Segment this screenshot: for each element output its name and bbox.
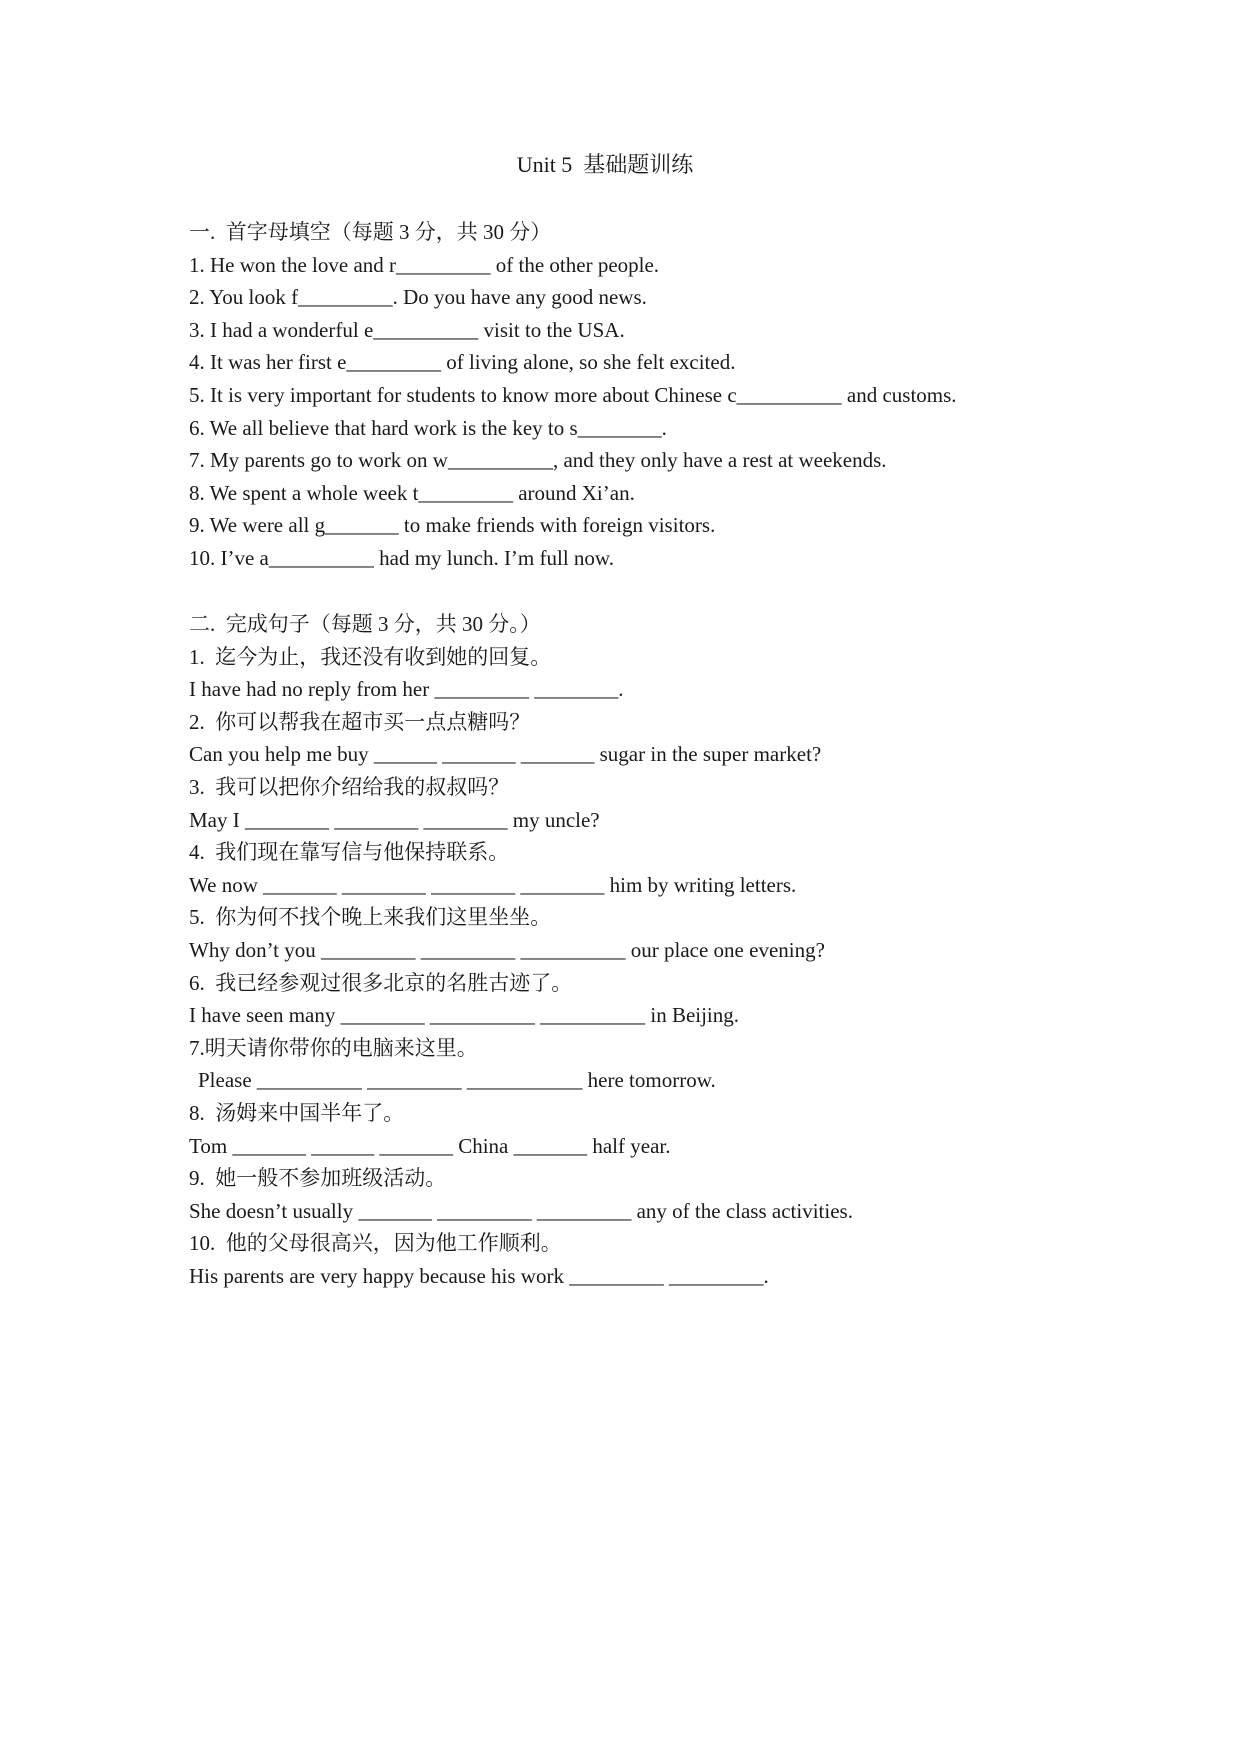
question-item: 5. It is very important for students to know more about Chinese c__________ and customs. [189,382,957,407]
question-item: 3. I had a wonderful e__________ visit to the USA. [189,317,625,342]
section-complete-sentences [189,608,1189,1292]
english-sentence: She doesn’t usually _______ _________ _________ any of the class activities. [189,1198,853,1223]
chinese-prompt: 10. 他的父母很高兴，因为他工作顺利。 [189,1231,562,1256]
question-item: 1. He won the love and r_________ of the other people. [189,252,660,277]
question-item: 7. My parents go to work on w__________, and they only have a rest at weekends. [189,448,887,473]
question-item: 4. It was her first e_________ of living alone, so she felt excited. [189,350,736,375]
question-item: 9. We were all g_______ to make friends with foreign visitors. [189,513,716,538]
chinese-prompt: 8. 汤姆来中国半年了。 [189,1100,405,1125]
section-heading: 二. 完成句子（每题 3 分，共 30 分。） [189,612,541,636]
chinese-prompt: 5. 你为何不找个晚上来我们这里坐坐。 [189,905,552,930]
english-sentence: Please __________ _________ ___________ here tomorrow. [198,1068,716,1093]
english-sentence: Tom _______ ______ _______ China _______ half year. [189,1133,671,1158]
chinese-prompt: 9. 她一般不参加班级活动。 [189,1166,447,1191]
chinese-prompt: 1. 迄今为止，我还没有收到她的回复。 [189,644,552,669]
english-sentence: I have had no reply from her _________ ________. [189,677,624,702]
question-item: 2. You look f_________. Do you have any good news. [189,285,647,310]
page-title: Unit 5 基础题训练 [516,152,694,177]
question-item: 8. We spent a whole week t_________ around Xi’an. [189,480,635,505]
section-initial-letter-fill [189,216,1189,575]
english-sentence: Can you help me buy ______ _______ _______ sugar in the super market? [189,742,822,767]
english-sentence: His parents are very happy because his work _________ _________. [189,1263,769,1288]
english-sentence: I have seen many ________ __________ __________ in Beijing. [189,1003,740,1028]
section-heading: 一. 首字母填空（每题 3 分，共 30 分） [189,220,552,244]
english-sentence: We now _______ ________ ________ ________ him by writing letters. [189,872,797,897]
chinese-prompt: 7.明天请你带你的电脑来这里。 [189,1035,478,1060]
chinese-prompt: 4. 我们现在靠写信与他保持联系。 [189,840,510,865]
english-sentence: Why don’t you _________ _________ __________ our place one evening? [189,937,825,962]
question-item: 6. We all believe that hard work is the key to s________. [189,415,667,440]
chinese-prompt: 6. 我已经参观过很多北京的名胜古迹了。 [189,970,573,995]
question-item: 10. I’ve a__________ had my lunch. I’m full now. [189,545,614,570]
english-sentence: May I ________ ________ ________ my uncle? [189,807,600,832]
chinese-prompt: 2. 你可以帮我在超市买一点点糖吗？ [189,709,531,734]
chinese-prompt: 3. 我可以把你介绍给我的叔叔吗？ [189,774,510,799]
